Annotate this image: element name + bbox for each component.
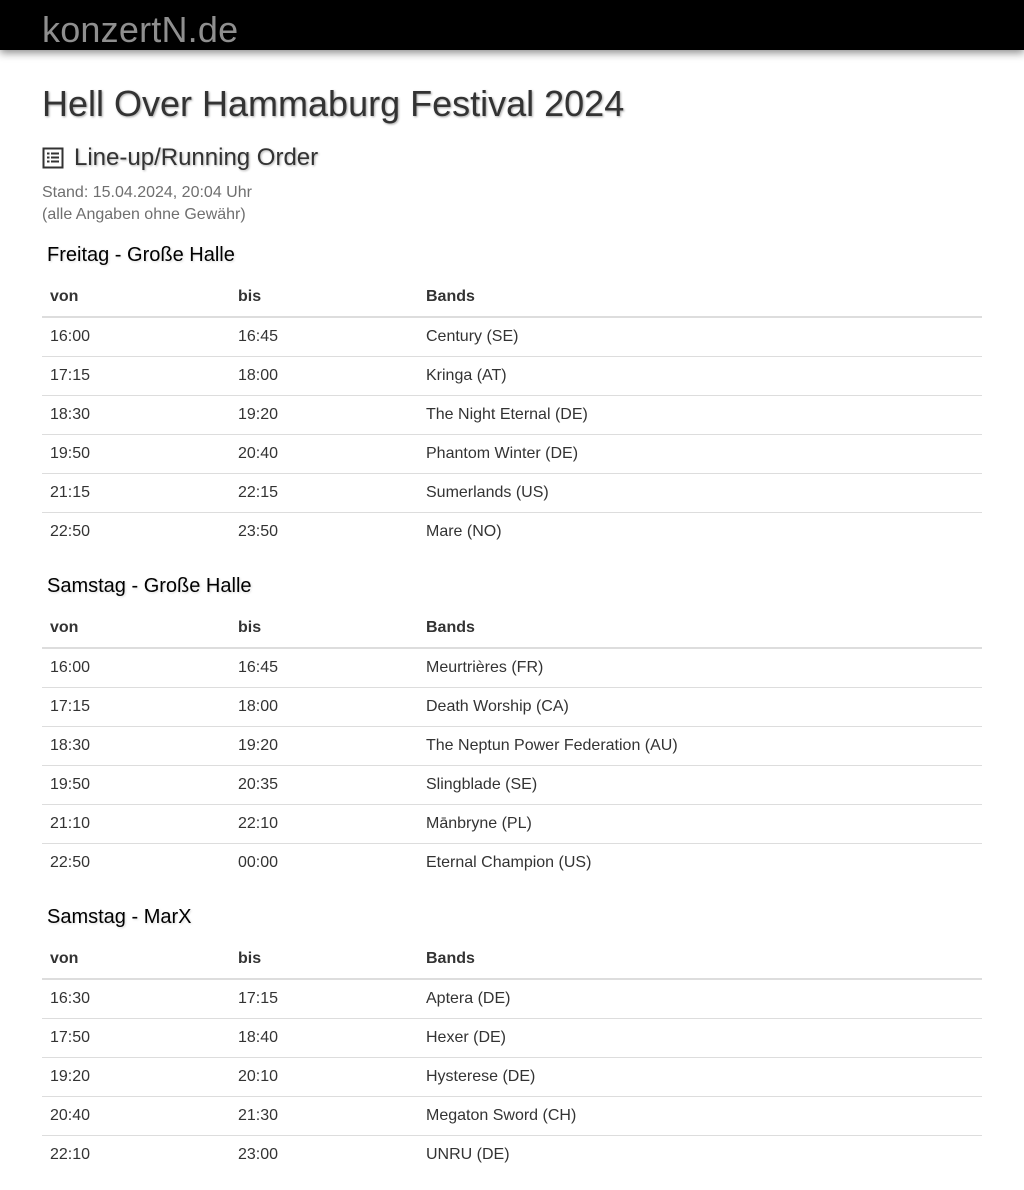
start-time: 20:40 xyxy=(42,1097,230,1136)
band-name: Hysterese (DE) xyxy=(418,1058,982,1097)
lineup-heading-text: Line-up/Running Order xyxy=(74,144,319,171)
column-header-bis: bis xyxy=(230,940,418,979)
table-row xyxy=(42,688,982,727)
table-row xyxy=(42,474,982,513)
column-header-bis: bis xyxy=(230,609,418,648)
table-row xyxy=(42,396,982,435)
list-icon xyxy=(42,146,64,170)
band-name: Eternal Champion (US) xyxy=(418,844,982,883)
band-name: Mare (NO) xyxy=(418,513,982,552)
column-header-von: von xyxy=(42,940,230,979)
schedule-table xyxy=(42,278,982,551)
band-name: The Night Eternal (DE) xyxy=(418,396,982,435)
schedule-table xyxy=(42,609,982,882)
top-navbar xyxy=(0,0,1024,50)
schedule-table xyxy=(42,940,982,1174)
end-time: 00:00 xyxy=(230,844,418,883)
column-header-bands: Bands xyxy=(418,278,982,317)
start-time: 22:10 xyxy=(42,1136,230,1175)
start-time: 17:15 xyxy=(42,357,230,396)
end-time: 20:10 xyxy=(230,1058,418,1097)
end-time: 22:10 xyxy=(230,805,418,844)
section-title: Samstag - Große Halle xyxy=(47,575,252,597)
band-name: Kringa (AT) xyxy=(418,357,982,396)
band-name: Sumerlands (US) xyxy=(418,474,982,513)
table-row xyxy=(42,805,982,844)
start-time: 19:50 xyxy=(42,435,230,474)
end-time: 19:20 xyxy=(230,396,418,435)
column-header-bis: bis xyxy=(230,278,418,317)
table-row xyxy=(42,766,982,805)
table-row xyxy=(42,1136,982,1175)
band-name: Mānbryne (PL) xyxy=(418,805,982,844)
band-name: Slingblade (SE) xyxy=(418,766,982,805)
band-name: Meurtrières (FR) xyxy=(426,659,544,676)
end-time: 18:00 xyxy=(230,357,418,396)
table-row xyxy=(42,1019,982,1058)
table-header-row xyxy=(42,609,982,648)
info-block xyxy=(42,182,252,226)
end-time: 20:35 xyxy=(230,766,418,805)
start-time: 16:00 xyxy=(50,328,91,345)
table-row xyxy=(42,513,982,552)
start-time: 16:30 xyxy=(50,990,91,1007)
start-time: 18:30 xyxy=(42,396,230,435)
band-name: The Neptun Power Federation (AU) xyxy=(418,727,982,766)
page-title: Hell Over Hammaburg Festival 2024 xyxy=(42,83,625,124)
start-time: 17:50 xyxy=(42,1019,230,1058)
end-time: 23:50 xyxy=(230,513,418,552)
start-time: 16:00 xyxy=(50,659,91,676)
table-row xyxy=(42,844,982,883)
band-name: Century (SE) xyxy=(426,328,519,345)
band-name: UNRU (DE) xyxy=(418,1136,982,1175)
band-name: Hexer (DE) xyxy=(418,1019,982,1058)
end-time: 22:15 xyxy=(230,474,418,513)
band-name: Phantom Winter (DE) xyxy=(418,435,982,474)
section-title: Freitag - Große Halle xyxy=(47,244,235,266)
end-time: 19:20 xyxy=(230,727,418,766)
start-time: 19:50 xyxy=(42,766,230,805)
band-name: Aptera (DE) xyxy=(426,990,511,1007)
column-header-bands: Bands xyxy=(418,609,982,648)
site-logo-link[interactable]: konzertN.de xyxy=(42,9,239,50)
column-header-von: von xyxy=(42,278,230,317)
start-time: 17:15 xyxy=(42,688,230,727)
section-title: Samstag - MarX xyxy=(47,906,192,928)
table-row xyxy=(42,1097,982,1136)
end-time: 21:30 xyxy=(230,1097,418,1136)
table-row xyxy=(42,979,982,1019)
table-row xyxy=(42,727,982,766)
column-header-bands: Bands xyxy=(418,940,982,979)
table-header-row xyxy=(42,940,982,979)
table-row xyxy=(42,648,982,688)
disclaimer-text: (alle Angaben ohne Gewähr) xyxy=(42,206,246,223)
column-header-von: von xyxy=(42,609,230,648)
schedule-section-freitag-grosse-halle xyxy=(42,242,982,551)
end-time: 20:40 xyxy=(230,435,418,474)
end-time: 18:40 xyxy=(230,1019,418,1058)
end-time: 18:00 xyxy=(230,688,418,727)
table-row xyxy=(42,357,982,396)
table-row xyxy=(42,435,982,474)
start-time: 18:30 xyxy=(42,727,230,766)
table-row xyxy=(42,1058,982,1097)
start-time: 21:10 xyxy=(42,805,230,844)
end-time: 16:45 xyxy=(238,328,279,345)
table-header-row xyxy=(42,278,982,317)
end-time: 17:15 xyxy=(238,990,279,1007)
stand-timestamp: Stand: 15.04.2024, 20:04 Uhr xyxy=(42,184,252,201)
band-name: Death Worship (CA) xyxy=(418,688,982,727)
start-time: 19:20 xyxy=(42,1058,230,1097)
table-row xyxy=(42,317,982,357)
end-time: 23:00 xyxy=(230,1136,418,1175)
lineup-heading xyxy=(42,142,318,174)
schedule-section-samstag-grosse-halle xyxy=(42,573,982,882)
band-name: Megaton Sword (CH) xyxy=(418,1097,982,1136)
start-time: 22:50 xyxy=(42,513,230,552)
start-time: 22:50 xyxy=(42,844,230,883)
start-time: 21:15 xyxy=(42,474,230,513)
end-time: 16:45 xyxy=(238,659,279,676)
schedule-section-samstag-marx xyxy=(42,904,982,1174)
